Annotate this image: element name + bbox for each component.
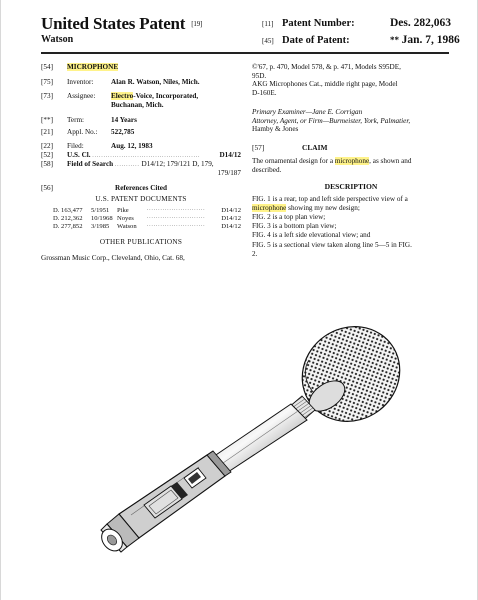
- fig2-text: FIG. 2 is a top plan view;: [252, 213, 326, 221]
- patent-page: United States Patent [19] Watson [11] Patent Number: Des. 282,063 [45] Date of Patent: ** Jan. 7, 1986 [54] MICROPHONE [75] Inventor: Alan R. Watson, Niles, Mich. [73] Assignee: Electro-Voice, Incorporated, Buchanan, Mich. [**] Term: 14 Years [21] Appl. No.: 522,785 [22] Filed: Aug. 12, 1983 [52] U.S. Cl. ................................................ D14/12 [58] Field of Search ........... D14/12; 179/121 D, 179, 179/187 [56] References Cited U.S. PATENT DOCUMENTS D. 163,477 5/1951 Pike .......................... D14/12 D. 212,362 10/1968 Noyes .......................... D14/12 D. 277,852 3/1985 Watson .......................... D14/12 OTHER PUBLICATIONS Grossman Music Corp., Cleveland, Ohio, Cat. 68, ©'67, p. 470, Model 578, & p. 471, Models S95DE, 95D. AKG Microphones Cat., middle right page, Model D-160E. Primary Examiner—Jane E. Corrigan Attorney, Agent, or Firm—Burmeister, York, Palmatier, Hamby & Jones [57] CLAIM The ornamental design for a microphone, as shown and described. DESCRIPTION FIG. 1 is a rear, top and left side perspective view of a microphone showing my new design; FIG. 2 is a top plan view; FIG. 3 is a bottom plan view; FIG. 4 is a left side elevational view; and FIG. 5 is a sectional view taken along line 5—5 in FIG. 2.: [0, 0, 478, 600]
- patent-title: United States Patent [19]: [41, 14, 203, 33]
- field-search-line2: 179/187: [217, 169, 241, 177]
- field-us-cl: [52] U.S. Cl. ................................................ D14/12: [41, 151, 241, 159]
- patent-number-line: [11] Patent Number: Des. 282,063: [262, 17, 452, 29]
- field-inventor: [75] Inventor: Alan R. Watson, Niles, Mich.: [41, 78, 200, 86]
- patent-number: Des. 282,063: [390, 17, 452, 29]
- fig5-text: FIG. 5 is a sectional view taken along line 5—5 in FIG.: [252, 241, 412, 249]
- other-publication-text: Grossman Music Corp., Cleveland, Ohio, Cat. 68,: [41, 254, 185, 262]
- patent-date: Jan. 7, 1986: [401, 34, 460, 46]
- examiners: Primary Examiner—Jane E. Corrigan Attorney, Agent, or Firm—Burmeister, York, Palmatier, Hamby & Jones: [252, 108, 411, 134]
- us-patent-docs-heading: U.S. PATENT DOCUMENTS: [95, 195, 187, 203]
- field-assignee: [73] Assignee: Electro-Voice, Incorporated,: [41, 92, 199, 100]
- claim-text: The ornamental design for a microphone, as shown and described.: [252, 157, 412, 174]
- inventor-surname: Watson: [41, 34, 74, 45]
- fig5-text-line2: 2.: [252, 250, 258, 258]
- header-rule: [41, 52, 449, 54]
- fig4-text: FIG. 4 is a left side elevational view; and: [252, 231, 371, 239]
- field-filed: [22] Filed: Aug. 12, 1983: [41, 142, 153, 150]
- ref-code: [56]: [41, 184, 53, 192]
- field-search: [58] Field of Search ........... D14/12; 179/121 D, 179,: [41, 160, 214, 168]
- references-heading: References Cited: [115, 184, 167, 192]
- field-appl-no: [21] Appl. No.: 522,785: [41, 128, 135, 136]
- fig1-text-line2: microphone showing my new design;: [252, 204, 360, 212]
- field-assignee-line2: Buchanan, Mich.: [111, 101, 164, 109]
- fig1-text: FIG. 1 is a rear, top and left side perspective view of a: [252, 195, 408, 203]
- title-code: [19]: [191, 20, 203, 28]
- other-publications-heading: OTHER PUBLICATIONS: [99, 238, 183, 246]
- field-term: [**] Term: 14 Years: [41, 116, 137, 124]
- microphone-drawing: [1, 300, 478, 590]
- pub-continued: ©'67, p. 470, Model 578, & p. 471, Models S95DE, 95D. AKG Microphones Cat., middle right page, Model D-160E.: [252, 63, 401, 97]
- fig3-text: FIG. 3 is a bottom plan view;: [252, 222, 337, 230]
- claim-heading: [57] CLAIM: [252, 143, 328, 152]
- patent-date-line: [45] Date of Patent: ** Jan. 7, 1986: [262, 34, 460, 46]
- field-title: [54] MICROPHONE: [41, 63, 119, 71]
- description-heading: DESCRIPTION: [324, 182, 378, 191]
